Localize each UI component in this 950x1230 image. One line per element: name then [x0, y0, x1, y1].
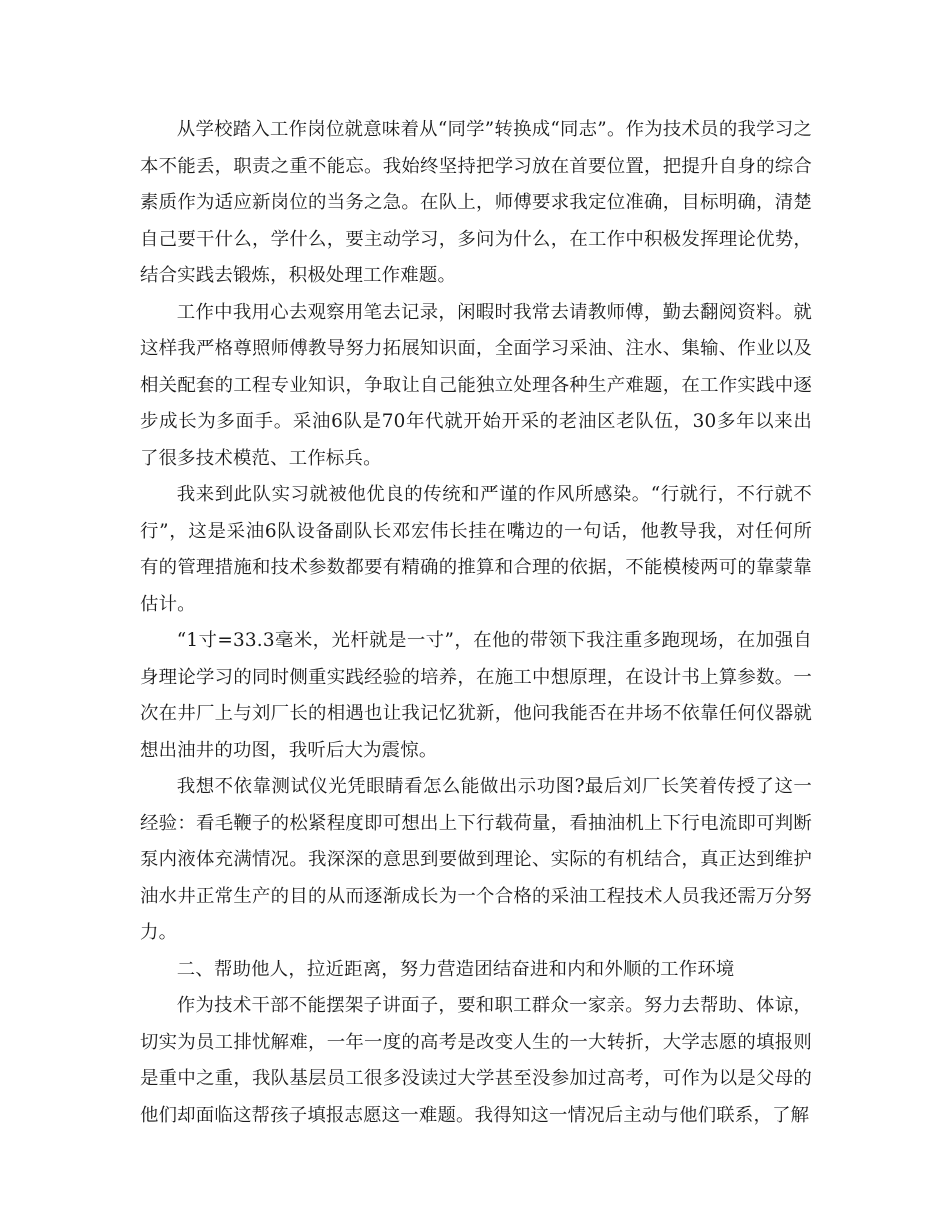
paragraph-team-tradition: 我来到此队实习就被他优良的传统和严谨的作风所感染。“行就行，不行就不行”，这是采油6队设备副队长邓宏伟长挂在嘴边的一句话，他教导我，对任何所有的管理措施和技术参数都要有精确的推算和合理的依据，不能模棱两可的靠蒙靠估计。: [140, 484, 812, 615]
document-body: [140, 112, 812, 1134]
paragraph-field-practice: “1寸=33.3毫米，光杆就是一寸”，在他的带领下我注重多跑现场，在加强自身理论学习的同时侧重实践经验的培养，在施工中想原理，在设计书上算参数。一次在井厂上与刘厂长的相遇也让我记忆犹新，他问我能否在井场不依靠任何仪器就想出油井的功图，我听后大为震惊。: [140, 630, 812, 761]
section-heading-helping-others: 二、帮助他人，拉近距离，努力营造团结奋进和内和外顺的工作环境: [176, 958, 735, 980]
paragraph-work-learning: 工作中我用心去观察用笔去记录，闲暇时我常去请教师傅，勤去翻阅资料。就这样我严格尊照师傅教导努力拓展知识面，全面学习采油、注水、集输、作业以及相关配套的工程专业知识，争取让自己能独立处理各种生产难题，在工作实践中逐步成长为多面手。采油6队是70年代就开始开采的老油区老队伍，30多年以来出了很多技术模范、工作标兵。: [140, 301, 812, 469]
paragraph-dynamometer: 我想不依靠测试仪光凭眼睛看怎么能做出示功图?最后刘厂长笑着传授了这一经验：看毛鞭子的松紧程度即可想出上下行载荷量，看抽油机上下行电流即可判断泵内液体充满情况。我深深的意思到要做到理论、实际的有机结合，真正达到维护油水井正常生产的目的从而逐渐成长为一个合格的采油工程技术人员我还需万分努力。: [140, 776, 812, 943]
paragraph-study: 从学校踏入工作岗位就意味着从“同学”转换成“同志”。作为技术员的我学习之本不能丢，职责之重不能忘。我始终坚持把学习放在首要位置，把提升自身的综合素质作为适应新岗位的当务之急。在队上，师傅要求我定位准确，目标明确，清楚自己要干什么，学什么，要主动学习，多问为什么，在工作中积极发挥理论优势，结合实践去锻炼，积极处理工作难题。: [140, 119, 812, 286]
paragraph-helping-staff: 作为技术干部不能摆架子讲面子，要和职工群众一家亲。努力去帮助、体谅，切实为员工排忧解难，一年一度的高考是改变人生的一大转折，大学志愿的填报则是重中之重，我队基层员工很多没读过大学甚至没参加过高考，可作为以是父母的他们却面临这帮孩子填报志愿这一难题。我得知这一情况后主动与他们联系，了解: [140, 995, 812, 1126]
